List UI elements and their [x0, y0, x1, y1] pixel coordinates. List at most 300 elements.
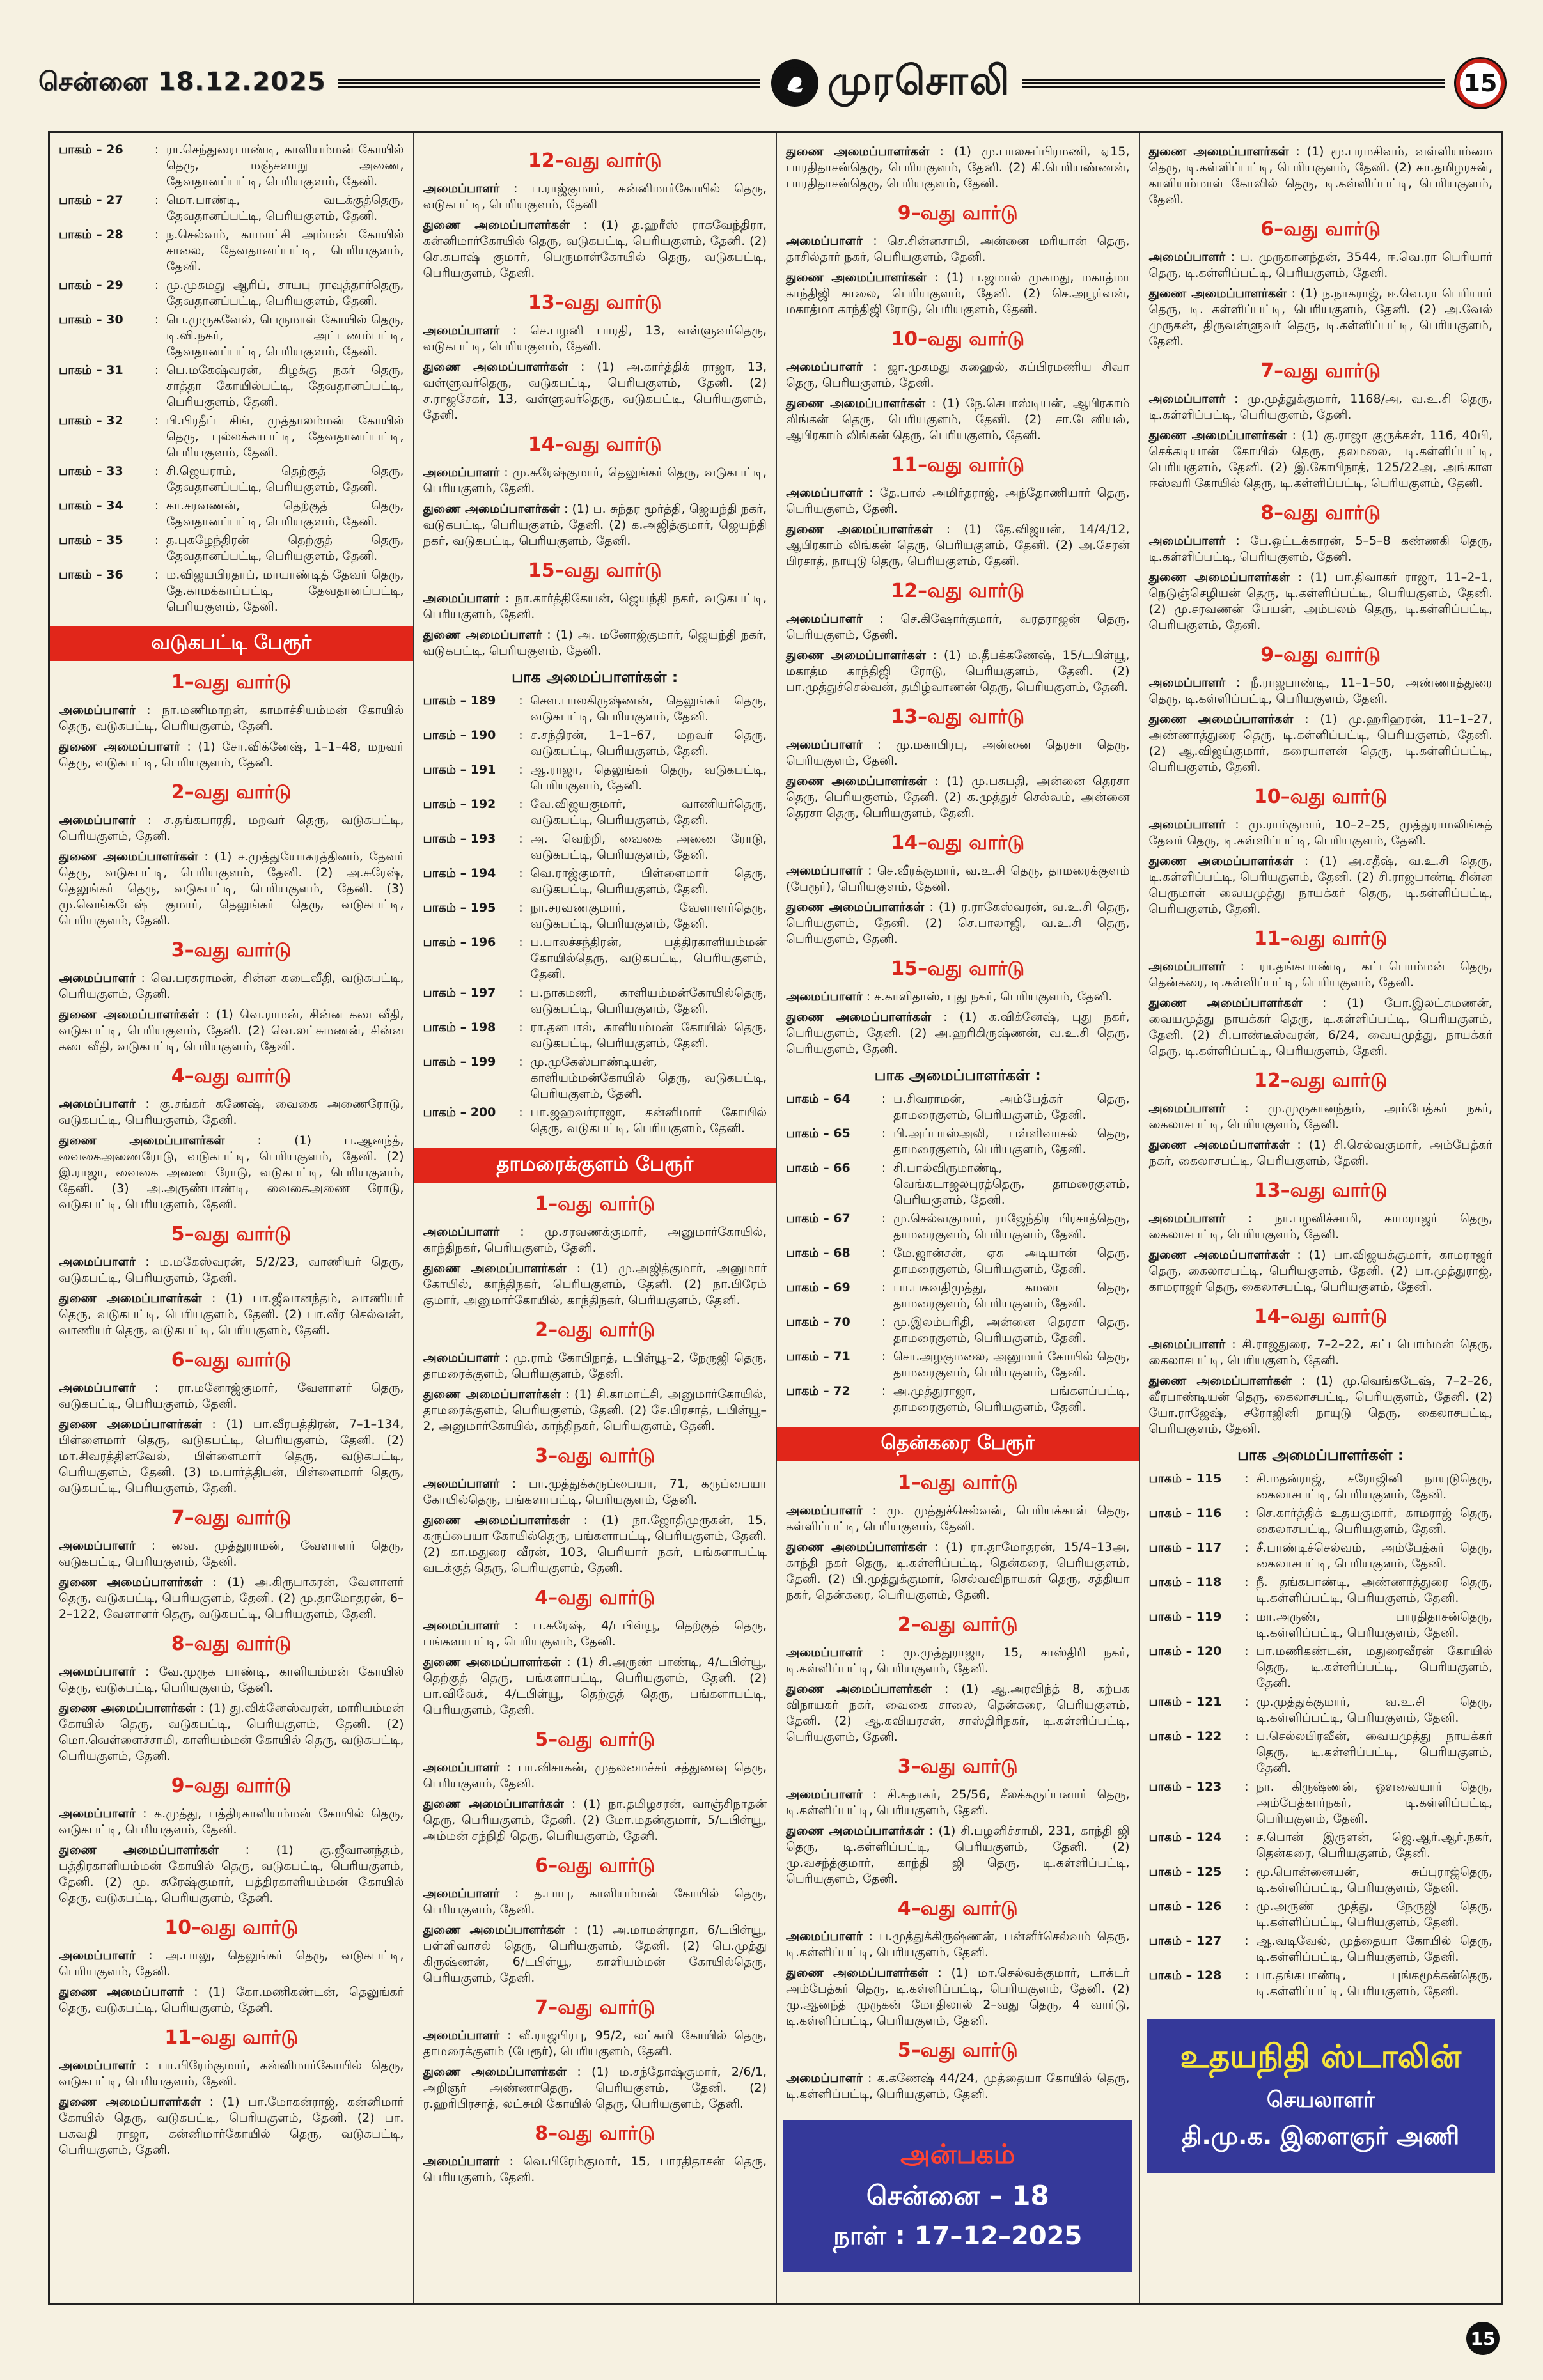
organizer-label: அமைப்பாளர் [786, 864, 863, 878]
part-colon: : [1244, 1472, 1249, 1486]
part-colon: : [154, 533, 159, 547]
organizer-paragraph: துணை அமைப்பாளர்கள் : (1) ர.ராகேஸ்வரன், வ.உ.சி தெரு, பெரியகுளம், தேனி. (2) செ.பாலாஜி, வ.உ.சி தெரு, பெரியகுளம், தேனி. [786, 900, 1130, 946]
part-number: பாகம் – 189 [423, 694, 496, 708]
part-text: ம.விஜயபிரதாப், மாயாண்டித் தேவர் தெரு, தே.காமக்காப்பட்டி, தேவதானப்பட்டி, பெரியகுளம், தேனி. [166, 568, 404, 614]
part-colon: : [1244, 1506, 1249, 1520]
organizer-paragraph: அமைப்பாளர் : ஜா.முகமது சுஹைல், சுப்பிரமணிய சிவா தெரு, பெரியகுளம், தேனி. [786, 360, 1130, 390]
ward-heading: 6–வது வார்டு [171, 1349, 292, 1371]
part-colon: : [881, 1246, 886, 1260]
ward-heading: 11–வது வார்டு [1253, 928, 1388, 950]
part-text: ரா.தனபால், காளியம்மன் கோயில் தெரு, வடுகபட்டி, பெரியகுளம், தேனி. [530, 1020, 767, 1050]
organizer-paragraph: அமைப்பாளர் : நா.மணிமாறன், காமாச்சியம்மன் கோயில் தெரு, வடுகபட்டி, பெரியகுளம், தேனி. [59, 703, 404, 733]
part-number: பாகம் – 194 [423, 866, 496, 880]
part-row [1149, 1864, 1493, 1896]
ward-heading: 10–வது வார்டு [164, 1917, 299, 1939]
ward-heading: 1–வது வார்டு [171, 671, 292, 694]
ward-heading: 8–வது வார்டு [171, 1633, 292, 1655]
part-colon: : [519, 797, 523, 811]
organizer-paragraph: துணை அமைப்பாளர்கள் : (1) மு.ஹரிஹரன், 11–1–27, அண்ணாத்துரை தெரு, டி.கள்ளிப்பட்டி, பெரியகுளம், தேனி. (2) ஆ.விஜய்குமார், கரையாளன் தெரு, டி.கள்ளிப்பட்டி, பெரியகுளம், தேனி. [1148, 712, 1492, 774]
part-number: பாகம் – 33 [59, 464, 123, 478]
organizer-label: அமைப்பாளர் [1148, 960, 1226, 974]
part-row [59, 498, 404, 530]
ward-heading: 1–வது வார்டு [897, 1472, 1018, 1494]
masthead [38, 45, 1505, 121]
ward-heading: 3–வது வார்டு [535, 1445, 655, 1467]
part-number: பாகம் – 64 [786, 1092, 850, 1106]
organizer-paragraph: அமைப்பாளர் : பா.முத்துக்கருப்பையா, 71, கருப்பையா கோயில்தெரு, பங்களாபட்டி, பெரியகுளம், தேனி. [423, 1477, 767, 1507]
organizer-label: துணை அமைப்பாளர்கள் [59, 1417, 202, 1431]
organizer-paragraph: அமைப்பாளர் : நீ.ராஜபாண்டி, 11–1–50, அண்ணாத்துரை தெரு, டி.கள்ளிப்பட்டி, பெரியகுளம், தேனி. [1148, 676, 1492, 706]
organizer-paragraph: துணை அமைப்பாளர் : (1) கோ.மணிகண்டன், தெலுங்கர் தெரு, வடுகபட்டி, பெரியகுளம், தேனி. [59, 1985, 404, 2015]
ward-heading: 4–வது வார்டு [897, 1897, 1018, 1920]
organizer-label: துணை அமைப்பாளர்கள் [786, 270, 927, 284]
organizer-paragraph: அமைப்பாளர் : மு.ராம் கோபிநாத், டபிள்யூ–2, நேருஜி தெரு, தாமரைக்குளம், பெரியகுளம், தேனி. [423, 1351, 767, 1381]
subsection-label: பாக அமைப்பாளர்கள் : [874, 1066, 1041, 1084]
organizer-paragraph: அமைப்பாளர் : ச.தங்கபாரதி, மறவர் தெரு, வடுகபட்டி, பெரியகுளம், தேனி. [59, 813, 404, 843]
signature-name: உதயநிதி ஸ்டாலின் [1180, 2038, 1462, 2075]
part-number: பாகம் – 31 [59, 363, 123, 377]
part-row [423, 1105, 767, 1137]
ward-heading: 5–வது வார்டு [535, 1729, 655, 1751]
organizer-paragraph: அமைப்பாளர் : மு.முத்துக்குமார், 1168/அ, வ.உ.சி தெரு, டி.கள்ளிப்பட்டி, பெரியகுளம், தேனி. [1148, 392, 1492, 422]
part-colon: : [1244, 1780, 1249, 1794]
organizer-label: துணை அமைப்பாளர்கள் [59, 1133, 225, 1147]
part-number: பாகம் – 30 [59, 313, 123, 327]
part-colon: : [154, 363, 159, 377]
organizer-paragraph: அமைப்பாளர் : வெ.பிரேம்குமார், 15, பாரதிதாசன் தெரு, பெரியகுளம், தேனி. [423, 2154, 767, 2184]
organizer-label: அமைப்பாளர் [786, 1645, 863, 1660]
organizer-paragraph: துணை அமைப்பாளர்கள் : (1) ம.சந்தோஷ்குமார், 2/6/1, அறிஞர் அண்ணாதெரு, பெரியகுளம், தேனி. (2) ர.ஹரிபிரசாத், லட்சுமி கோயில் தெரு, பெரியகுளம், தேனி. [423, 2065, 767, 2111]
part-colon: : [1244, 1695, 1249, 1709]
part-text: பெ.மகேஷ்வரன், கிழக்கு நகர் தெரு, சாத்தா கோயில்பட்டி, தேவதானப்பட்டி, பெரியகுளம், தேனி. [166, 363, 404, 409]
part-number: பாகம் – 119 [1148, 1610, 1222, 1624]
organizer-paragraph: அமைப்பாளர் : சி.ராஜதுரை, 7–2–22, கட்டபொம்மன் தெரு, கைலாசபட்டி, பெரியகுளம், தேனி. [1148, 1337, 1492, 1367]
organizer-paragraph: அமைப்பாளர் : மு.மகாபிரபு, அன்னை தெரசா தெரு, பெரியகுளம், தேனி. [786, 738, 1130, 768]
part-text: நா. கிருஷ்ணன், ஔவையார் தெரு, அம்பேத்கார்நகர், டி.கள்ளிப்பட்டி, பெரியகுளம், தேனி. [1256, 1780, 1492, 1826]
organizer-paragraph: துணை அமைப்பாளர்கள் : (1) மு.பசுபதி, அன்னை தெரசா தெரு, பெரியகுளம், தேனி. (2) க.முத்துச் செல்வம், அன்னை தெரசா தெரு, பெரியகுளம், தேனி. [786, 774, 1130, 820]
notice-city: சென்னை – 18 [866, 2180, 1049, 2211]
ward-heading: 2–வது வார்டு [897, 1614, 1018, 1636]
part-text: செ.கார்த்திக் உதயகுமார், காமராஜ் தெரு, கைலாசபட்டி, பெரியகுளம், தேனி. [1256, 1506, 1492, 1536]
organizer-label: துணை அமைப்பாளர்கள் [423, 502, 560, 516]
part-row [1149, 1968, 1493, 2000]
organizer-label: துணை அமைப்பாளர்கள் [423, 218, 570, 232]
part-text: ப.நாகமணி, காளியம்மன்கோயில்தெரு, வடுகபட்டி, பெரியகுளம், தேனி. [530, 986, 767, 1016]
ward-heading: 1–வது வார்டு [535, 1193, 655, 1215]
organizer-label: அமைப்பாளர் [423, 1225, 500, 1239]
organizer-paragraph: அமைப்பாளர் : செ.சின்னசாமி, அன்னை மரியான் தெரு, தாசில்தார் நகர், பெரியகுளம், தேனி. [786, 234, 1130, 264]
organizer-label: துணை அமைப்பாளர்கள் [786, 1010, 932, 1024]
ward-heading: 12–வது வார்டு [1253, 1069, 1388, 1092]
ward-heading: 14–வது வார்டு [528, 433, 662, 456]
organizer-label: துணை அமைப்பாளர்கள் [423, 2065, 567, 2079]
organizer-label: அமைப்பாளர் [423, 1351, 500, 1365]
part-text: கா.சரவணன், தெற்குத் தெரு, தேவதானப்பட்டி, பெரியகுளம், தேனி. [166, 499, 404, 529]
organizer-label: துணை அமைப்பாளர் [59, 1985, 184, 1999]
part-text: சி.ஜெயராம், தெற்குத் தெரு, தேவதானப்பட்டி, பெரியகுளம், தேனி. [166, 464, 404, 494]
organizer-paragraph: துணை அமைப்பாளர்கள் : (1) ஆ.அரவிந்த் 8, கற்பக விநாயகர் நகர், வைகை சாலை, தென்கரை, பெரியகுளம், தேனி. (2) ஆ.கவியரசன், சாஸ்திரிநகர், டி.கள்ளிப்பட்டி, பெரியகுளம், தேனி. [786, 1682, 1130, 1744]
part-number: பாகம் – 126 [1148, 1899, 1222, 1913]
organizer-paragraph: அமைப்பாளர் : ப.ராஜ்குமார், கன்னிமார்கோயில் தெரு, வடுகபட்டி, பெரியகுளம், தேனி [423, 182, 767, 212]
murasoli-emblem-icon [771, 59, 818, 107]
part-row [423, 727, 767, 759]
part-text: வெ.ராஜ்குமார், பிள்ளைமார் தெரு, வடுகபட்டி, பெரியகுளம், தேனி. [530, 866, 767, 896]
part-number: பாகம் – 26 [59, 143, 123, 157]
organizer-paragraph: அமைப்பாளர் : அ.பாலு, தெலுங்கர் தெரு, வடுகபட்டி, பெரியகுளம், தேனி. [59, 1948, 404, 1979]
part-row [1149, 1779, 1493, 1827]
part-colon: : [519, 1020, 523, 1034]
part-colon: : [154, 228, 159, 242]
ward-heading: 3–வது வார்டு [171, 939, 292, 961]
part-row [1149, 1830, 1493, 1862]
part-row [1149, 1899, 1493, 1931]
ward-heading: 12–வது வார்டு [891, 580, 1025, 602]
organizer-paragraph: அமைப்பாளர் : மு.சுரேஷ்குமார், தெலுங்கர் தெரு, வடுகபட்டி, பெரியகுளம், தேனி. [423, 465, 767, 495]
part-text: மு.முகேஸ்பாண்டியன், காளியம்மன்கோயில் தெரு, வடுகபட்டி, பெரியகுளம், தேனி. [530, 1055, 767, 1101]
organizer-label: அமைப்பாளர் [786, 1504, 863, 1518]
organizer-label: துணை அமைப்பாளர்கள் [1148, 286, 1287, 300]
part-text: பா.பகவதிமுத்து, கமலா தெரு, தாமரைகுளம், பெரியகுளம், தேனி. [893, 1280, 1130, 1311]
organizer-label: அமைப்பாளர் [786, 2071, 863, 2085]
organizer-paragraph: அமைப்பாளர் : வீ.ராஜபிரபு, 95/2, லட்சுமி கோயில் தெரு, தாமரைக்குளம் (பேரூர்), பெரியகுளம், தேனி. [423, 2028, 767, 2058]
part-number: பாகம் – 125 [1148, 1865, 1222, 1879]
paper-title: முரசொலி [827, 57, 1011, 104]
organizer-paragraph: துணை அமைப்பாளர்கள் : (1) சி.செல்வகுமார், அம்பேத்கர் நகர், கைலாசபட்டி, பெரியகுளம், தேனி. [1148, 1138, 1492, 1168]
ward-heading: 12–வது வார்டு [528, 150, 662, 172]
organizer-label: துணை அமைப்பாளர்கள் [786, 144, 930, 159]
part-number: பாகம் – 35 [59, 533, 123, 547]
part-text: ப.பாலச்சந்திரன், பத்திரகாளியம்மன் கோயில்தெரு, வடுகபட்டி, பெரியகுளம், தேனி. [530, 935, 767, 981]
organizer-paragraph: அமைப்பாளர் : ப.முத்துக்கிருஷ்ணன், பன்னீர்செல்வம் தெரு, டி.கள்ளிப்பட்டி, பெரியகுளம், தேனி. [786, 1929, 1130, 1959]
organizer-label: அமைப்பாளர் [423, 2154, 500, 2168]
ward-heading: 3–வது வார்டு [897, 1755, 1018, 1778]
organizer-paragraph: அமைப்பாளர் : நா.கார்த்திகேயன், ஜெயந்தி நகர், வடுகபட்டி, பெரியகுளம், தேனி. [423, 591, 767, 621]
organizer-label: துணை அமைப்பாளர்கள் [1148, 854, 1294, 868]
organizer-label: அமைப்பாளர் [59, 1665, 136, 1679]
organizer-label: அமைப்பாளர் [423, 465, 500, 479]
part-colon: : [519, 866, 523, 880]
organizer-paragraph: துணை அமைப்பாளர்கள் : (1) மு.வெங்கடேஷ், 7–2–26, வீரபாண்டியன் தெரு, கைலாசபட்டி, பெரியகுளம், தேனி. (2) யோ.ராஜேஷ், சரோஜினி நாயுடு தெரு, கைலாசபட்டி, பெரியகுளம், தேனி. [1148, 1374, 1492, 1436]
part-colon: : [1244, 1865, 1249, 1879]
organizer-paragraph: துணை அமைப்பாளர்கள் : (1) ப.ஆனந்த், வைகைஅணைரோடு, வடுகபட்டி, பெரியகுளம், தேனி. (2) இ.ராஜா, வைகை அணை ரோடு, வடுகபட்டி, பெரியகுளம், தேனி. (3) அ.அருண்பாண்டி, வைகைஅணை ரோடு, வடுகபட்டி, பெரியகுளம், தேனி. [59, 1133, 404, 1211]
organizer-paragraph: துணை அமைப்பாளர்கள் : (1) மு.பாலசுப்பிரமணி, ஏ15, பாரதிதாசன்தெரு, பெரியகுளம், தேனி. (2) கி.பெரியண்ணன், பாரதிதாசன்தெரு, பெரியகுளம், தேனி. [786, 144, 1130, 191]
page-number-top: 15 [1456, 59, 1505, 107]
organizer-paragraph: துணை அமைப்பாளர் : (1) சோ.விக்னேஷ், 1–1–48, மறவர் தெரு, வடுகபட்டி, பெரியகுளம், தேனி. [59, 740, 404, 770]
part-number: பாகம் – 197 [423, 986, 496, 1000]
part-text: ந.செல்வம், காமாட்சி அம்மன் கோயில் சாலை, தேவதானப்பட்டி, பெரியகுளம், தேனி. [166, 228, 404, 274]
part-text: சீ.பாண்டிச்செல்வம், அம்பேத்கர் தெரு, கைலாசபட்டி, பெரியகுளம், தேனி. [1256, 1541, 1492, 1571]
organizer-paragraph: துணை அமைப்பாளர்கள் : (1) பா.வீரபத்திரன், 7–1–134, பிள்ளைமார் தெரு, வடுகபட்டி, பெரியகுளம், தேனி. (2) மா.சிவரத்தினவேல், பிள்ளைமார் தெரு, வடுகபட்டி, பெரியகுளம், தேனி. (3) ம.பார்த்திபன், பிள்ளைமார் தெரு, வடுகபட்டி, பெரியகுளம், தேனி. [59, 1417, 404, 1495]
organizer-paragraph: துணை அமைப்பாளர்கள் : (1) க.விக்னேஷ், புது நகர், பெரியகுளம், தேனி. (2) அ.ஹரிகிருஷ்ணன், வ.உ.சி தெரு, பெரியகுளம், தேனி. [786, 1010, 1130, 1056]
organizer-label: துணை அமைப்பாளர்கள் [423, 360, 568, 374]
organizer-label: அமைப்பாளர் [59, 971, 136, 985]
organizer-paragraph: அமைப்பாளர் : பா.பிரேம்குமார், கன்னிமார்கோயில் தெரு, வடுகபட்டி, பெரியகுளம், தேனி. [59, 2058, 404, 2088]
part-number: பாகம் – 118 [1148, 1575, 1222, 1589]
organizer-label: துணை அமைப்பாளர்கள் [59, 2095, 201, 2109]
organizer-label: அமைப்பாளர் [786, 1787, 863, 1801]
ward-heading: 4–வது வார்டு [535, 1587, 655, 1609]
part-number: பாகம் – 71 [786, 1349, 850, 1364]
part-row [786, 1349, 1130, 1381]
organizer-label: அமைப்பாளர் [1148, 392, 1226, 406]
organizer-paragraph: துணை அமைப்பாளர்கள் : (1) த.ஹரீஸ் ராகவேந்திரா, கன்னிமார்கோயில் தெரு, வடுகபட்டி, பெரியகுளம், தேனி. (2) செ.சுபாஷ் குமார், பெருமாள்கோயில் தெரு, வடுகபட்டி, பெரியகுளம், தேனி. [423, 218, 767, 280]
ward-heading: 13–வது வார்டு [1253, 1179, 1388, 1202]
organizer-label: அமைப்பாளர் [423, 323, 500, 338]
organizer-label: அமைப்பாளர் [59, 1097, 136, 1111]
organizer-label: துணை அமைப்பாளர்கள் [786, 900, 925, 914]
organizer-label: அமைப்பாளர் [423, 2028, 500, 2042]
ward-heading: 11–வது வார்டு [891, 454, 1025, 476]
organizer-label: அமைப்பாளர் [59, 1381, 136, 1395]
organizer-label: துணை அமைப்பாளர்கள் [423, 1387, 561, 1401]
part-colon: : [1244, 1934, 1249, 1948]
organizer-paragraph: துணை அமைப்பாளர்கள் : (1) நே.செபாஸ்டியன், ஆபிரகாம் லிங்கன் தெரு, பெரியகுளம், தேனி. (2) சா.டேனியல், ஆபிரகாம் லிங்கன் தெரு, பெரியகுளம், தேனி. [786, 396, 1130, 442]
organizer-label: துணை அமைப்பாளர்கள் [786, 396, 926, 410]
part-text: மா.அருண், பாரதிதாசன்தெரு, டி.கள்ளிப்பட்டி, பெரியகுளம், தேனி. [1256, 1610, 1492, 1640]
organizer-paragraph: துணை அமைப்பாளர்கள் : (1) நா.தமிழசரன், வாஞ்சிநாதன் தெரு, பெரியகுளம், தேனி. (2) மோ.மதன்குமார், 5/டபிள்யூ, அம்மன் சந்நிதி தெரு, பெரியகுளம், தேனி. [423, 1797, 767, 1843]
part-row [423, 831, 767, 863]
organizer-label: துணை அமைப்பாளர்கள் [1148, 996, 1303, 1010]
part-row [59, 463, 404, 495]
ward-heading: 15–வது வார்டு [528, 559, 662, 582]
organizer-label: துணை அமைப்பாளர்கள் [59, 1701, 196, 1715]
organizer-label: துணை அமைப்பாளர்கள் [423, 1655, 561, 1669]
organizer-label: அமைப்பாளர் [59, 1948, 136, 1963]
part-text: அ.முத்துராஜா, பங்களப்பட்டி, தாமரைகுளம், பெரியகுளம், தேனி. [893, 1384, 1130, 1414]
part-text: பா.தங்கபாண்டி, புங்கமூக்கன்தெரு, டி.கள்ளிப்பட்டி, பெரியகுளம், தேனி. [1256, 1968, 1492, 1998]
part-number: பாகம் – 199 [423, 1055, 496, 1069]
organizer-label: துணை அமைப்பாளர்கள் [1148, 1138, 1290, 1152]
part-number: பாகம் – 115 [1148, 1472, 1222, 1486]
organizer-paragraph: அமைப்பாளர் : மு.முத்துராஜா, 15, சாஸ்திரி நகர், டி.கள்ளிப்பட்டி, பெரியகுளம், தேனி. [786, 1645, 1130, 1676]
organizer-label: அமைப்பாளர் [59, 1539, 136, 1553]
ward-heading: 2–வது வார்டு [171, 781, 292, 804]
organizer-paragraph: துணை அமைப்பாளர்கள் : (1) ச.முத்துயோகரத்தினம், தேவர் தெரு, வடுகபட்டி, பெரியகுளம், தேனி. (2) அ.சுரேஷ், தெலுங்கர் தெரு, வடுகபட்டி, பெரியகுளம், தேனி. (3) மு.வெங்கடேஷ் குமார், தெலுங்கர் தெரு, வடுகபட்டி, பெரியகுளம், தேனி. [59, 850, 404, 928]
part-row [1149, 1729, 1493, 1777]
organizer-paragraph: துணை அமைப்பாளர்கள் : (1) பா.மோகன்ராஜ், கன்னிமார் கோயில் தெரு, வடுகபட்டி, பெரியகுளம், தேனி. (2) பா. பகவதி ராஜா, கன்னிமார்கோயில் தெரு, வடுகபட்டி, பெரியகுளம், தேனி. [59, 2095, 404, 2157]
content-box [48, 131, 1503, 2305]
part-text: நா.சரவணகுமார், வேளாளர்தெரு, வடுகபட்டி, பெரியகுளம், தேனி. [530, 901, 767, 931]
ward-heading: 15–வது வார்டு [891, 958, 1025, 980]
organizer-label: துணை அமைப்பாளர்கள் [786, 1540, 927, 1554]
part-row [423, 797, 767, 828]
part-colon: : [519, 763, 523, 777]
organizer-label: அமைப்பாளர் [423, 1886, 500, 1901]
organizer-paragraph: துணை அமைப்பாளர்கள் : (1) அ.கிருபாகரன், வேளாளர் தெரு, வடுகபட்டி, பெரியகுளம், தேனி. (2) மு.தாமோதரன், 6–2–122, வேளாளர் தெரு, வடுகபட்டி, பெரியகுளம், தேனி. [59, 1575, 404, 1621]
part-number: பாகம் – 128 [1148, 1968, 1222, 1982]
page-number-bottom: 15 [1466, 2322, 1500, 2355]
organizer-label: துணை அமைப்பாளர் [59, 740, 180, 754]
part-number: பாகம் – 123 [1148, 1780, 1222, 1794]
part-number: பாகம் – 195 [423, 901, 496, 915]
organizer-paragraph: துணை அமைப்பாளர்கள் : (1) கு.ஜீவானந்தம், பத்திரகாளியம்மன் கோயில் தெரு, வடுகபட்டி, பெரியகுளம், தேனி. (2) மு. சுரேஷ்குமார், பத்திரகாளியம்மன் கோயில் தெரு, வடுகபட்டி, பெரியகுளம், தேனி. [59, 1843, 404, 1905]
part-number: பாகம் – 69 [786, 1280, 850, 1295]
part-number: பாகம் – 190 [423, 728, 496, 742]
part-text: ப.சிவராமன், அம்பேத்கர் தெரு, தாமரைகுளம், பெரியகுளம், தேனி. [893, 1092, 1130, 1122]
organizer-paragraph: அமைப்பாளர் : ச.காளிதாஸ், புது நகர், பெரியகுளம், தேனி. [786, 990, 1113, 1004]
organizer-label: துணை அமைப்பாளர்கள் [59, 1843, 219, 1857]
organizer-label: துணை அமைப்பாளர்கள் [423, 1797, 564, 1811]
part-colon: : [1244, 1830, 1249, 1844]
part-row [59, 567, 404, 615]
part-row [59, 312, 404, 360]
subsection-label: பாக அமைப்பாளர்கள் : [512, 668, 678, 686]
organizer-paragraph: அமைப்பாளர் : ரா.தங்கபாண்டி, கட்டபொம்மன் தெரு, தென்கரை, டி.கள்ளிப்பட்டி, பெரியகுளம், தேனி. [1148, 960, 1492, 990]
part-colon: : [154, 464, 159, 478]
column-2 [413, 133, 776, 2303]
part-row [786, 1160, 1130, 1208]
organizer-label: அமைப்பாளர் [1148, 250, 1226, 264]
part-row [786, 1280, 1130, 1312]
part-number: பாகம் – 34 [59, 499, 123, 513]
organizer-label: துணை அமைப்பாளர்கள் [1148, 1374, 1292, 1388]
organizer-paragraph: துணை அமைப்பாளர்கள் : (1) கு.ராஜா குருக்கள், 116, 40பி, செக்கடியான் கோயில் தெரு, தலமலை, டி.கள்ளிப்பட்டி, பெரியகுளம், தேனி. (2) இ.கோபிநாத், 125/22அ, அங்காள ஈஸ்வரி கோயில் தெரு, டி.கள்ளிப்பட்டி, பெரியகுளம், தேனி. [1148, 428, 1492, 490]
column-1 [50, 133, 413, 2303]
organizer-label: துணை அமைப்பாளர்கள் [423, 1513, 570, 1527]
organizer-label: அமைப்பாளர் [786, 990, 863, 1004]
part-row [786, 1211, 1130, 1243]
organizer-paragraph: அமைப்பாளர் : க.முத்து, பத்திரகாளியம்மன் கோயில் தெரு, வடுகபட்டி, பெரியகுளம், தேனி. [59, 1807, 404, 1837]
organizer-paragraph: அமைப்பாளர் : வே.முருக பாண்டி, காளியம்மன் கோயில் தெரு, வடுகபட்டி, பெரியகுளம், தேனி. [59, 1665, 404, 1695]
part-row [59, 277, 404, 309]
organizer-label: அமைப்பாளர் [786, 234, 863, 248]
organizer-paragraph: அமைப்பாளர் : க.கணேஷ் 44/24, முத்தையா கோயில் தெரு, டி.கள்ளிப்பட்டி, பெரியகுளம், தேனி. [786, 2071, 1130, 2101]
organizer-paragraph: துணை அமைப்பாளர்கள் : (1) ந.நாகராஜ், ஈ.வெ.ரா பெரியார் தெரு, டி. கள்ளிப்பட்டி, பெரியகுளம், தேனி. (2) அ.வேல் முருகன், திருவள்ளுவர் தெரு, டி.கள்ளிப்பட்டி, பெரியகுளம், தேனி. [1148, 286, 1492, 348]
part-colon: : [154, 193, 159, 207]
part-text: செள.பாலகிருஷ்ணன், தெலுங்கர் தெரு, வடுகபட்டி, பெரியகுளம், தேனி. [530, 694, 767, 724]
part-colon: : [519, 935, 523, 949]
signature-role: செயலாளர் [1266, 2087, 1375, 2113]
part-colon: : [519, 694, 523, 708]
part-number: பாகம் – 193 [423, 832, 496, 846]
part-number: பாகம் – 28 [59, 228, 123, 242]
organizer-label: துணை அமைப்பாளர்கள் [1148, 428, 1287, 442]
part-colon: : [881, 1280, 886, 1295]
part-colon: : [881, 1349, 886, 1364]
organizer-label: துணை அமைப்பாளர்கள் [1148, 712, 1294, 726]
part-colon: : [1244, 1729, 1249, 1743]
part-colon: : [881, 1211, 886, 1225]
part-number: பாகம் – 124 [1148, 1830, 1222, 1844]
part-row [1149, 1644, 1493, 1692]
organizer-label: அமைப்பாளர் [1148, 1337, 1226, 1351]
organizer-paragraph: அமைப்பாளர் : தே.பால் அமிர்தராஜ், அந்தோணியார் தெரு, பெரியகுளம், தேனி. [786, 486, 1130, 516]
part-number: பாகம் – 66 [786, 1161, 850, 1175]
part-text: மொ.பாண்டி, வடக்குத்தெரு, தேவதானப்பட்டி, பெரியகுளம், தேனி. [166, 193, 404, 223]
organizer-paragraph: துணை அமைப்பாளர்கள் : (1) ப. சுந்தர மூர்த்தி, ஜெயந்தி நகர், வடுகபட்டி, பெரியகுளம், தேனி. (2) க.அஜித்குமார், ஜெயந்தி நகர், வடுகபட்டி, பெரியகுளம், தேனி. [423, 502, 767, 548]
part-text: சி.மதன்ராஜ், சரோஜினி நாயுடுதெரு, கைலாசபட்டி, பெரியகுளம், தேனி. [1256, 1472, 1492, 1502]
masthead-rule-right [1022, 79, 1445, 88]
organizer-paragraph: துணை அமைப்பாளர்கள் : (1) நா.ஜோதிமுருகன், 15, கருப்பையா கோயில்தெரு, பங்களாபட்டி, பெரியகுளம், தேனி. (2) கா.மதுரை வீரன், 103, பெரியார் நகர், பங்களாபட்டி வடக்குத் தெரு, பெரியகுளம், தேனி. [423, 1513, 767, 1575]
part-number: பாகம் – 127 [1148, 1934, 1222, 1948]
organizer-label: அமைப்பாளர் [423, 1619, 500, 1633]
part-text: பெ.முருகவேல், பெருமாள் கோயில் தெரு, டி.வி.நகர், அட்டணம்பட்டி, தேவதானப்பட்டி, பெரியகுளம், தேனி. [166, 313, 404, 359]
part-colon: : [1244, 1610, 1249, 1624]
ward-heading: 9–வது வார்டு [897, 202, 1018, 224]
organizer-paragraph: துணை அமைப்பாளர்கள் : (1) அ.சதீஷ், வ.உ.சி தெரு, டி.கள்ளிப்பட்டி, பெரியகுளம், தேனி. (2) சி.ராஜபாண்டி சின்ன பெருமாள் வையமுத்து நாயக்கர் தெரு, டி.கள்ளிப்பட்டி, பெரியகுளம், தேனி. [1148, 854, 1492, 916]
organizer-label: அமைப்பாளர் [423, 1477, 500, 1491]
part-row [786, 1091, 1130, 1123]
part-text: ஆ.ராஜா, தெலுங்கர் தெரு, வடுகபட்டி, பெரியகுளம், தேனி. [530, 763, 767, 793]
part-number: பாகம் – 196 [423, 935, 496, 949]
part-colon: : [154, 414, 159, 428]
part-number: பாகம் – 29 [59, 278, 123, 292]
organizer-paragraph: துணை அமைப்பாளர்கள் : (1) மா.செல்வக்குமார், டாக்டர் அம்பேத்கர் தெரு, டி.கள்ளிப்பட்டி, பெரியகுளம், தேனி. (2) மு.ஆனந்த் முருகன் மோதிலால் 2–வது தெரு, 4 வார்டு, டி.கள்ளிப்பட்டி, பெரியகுளம், தேனி. [786, 1966, 1130, 2028]
organizer-paragraph: துணை அமைப்பாளர்கள் : (1) ரா.தாமோதரன், 15/4–13அ, காந்தி நகர் தெரு, டி.கள்ளிப்பட்டி, தென்கரை, பெரியகுளம், தேனி. (2) பி.முத்துக்குமார், செல்வவிநாயகர் தெரு, சத்தியா நகர், தென்கரை, பெரியகுளம், தேனி. [786, 1540, 1130, 1602]
part-text: பி.பிரதீப் சிங், முத்தாலம்மன் கோயில் தெரு, புல்லக்காபட்டி, தேவதானப்பட்டி, பெரியகுளம், தேனி. [166, 414, 404, 460]
part-text: ச.சந்திரன், 1–1–67, மறவர் தெரு, வடுகபட்டி, பெரியகுளம், தேனி. [530, 728, 767, 758]
part-colon: : [154, 313, 159, 327]
ward-heading: 7–வது வார்டு [1260, 360, 1381, 382]
part-row [1149, 1505, 1493, 1537]
organizer-label: அமைப்பாளர் [1148, 1211, 1226, 1225]
organizer-paragraph: அமைப்பாளர் : செ.கிஷோர்குமார், வரதராஜன் தெரு, பெரியகுளம், தேனி. [786, 612, 1130, 642]
organizer-paragraph: துணை அமைப்பாளர் : (1) அ. மனோஜ்குமார், ஜெயந்தி நகர், வடுகபட்டி, பெரியகுளம், தேனி. [423, 628, 767, 658]
part-row [423, 1054, 767, 1102]
signature-box [1147, 2019, 1496, 2173]
part-number: பாகம் – 67 [786, 1211, 850, 1225]
organizer-paragraph: துணை அமைப்பாளர்கள் : (1) போ.இலட்சுமணன், வையமுத்து நாயக்கர் தெரு, டி.கள்ளிப்பட்டி, பெரியகுளம், தேனி. (2) சி.பாண்டீஸ்வரன், 6/24, வையமுத்து, நாயக்கர் தெரு, டி.கள்ளிப்பட்டி, பெரியகுளம், தேனி. [1148, 996, 1492, 1058]
organizer-paragraph: துணை அமைப்பாளர்கள் : (1) அ.மாமன்ராதா, 6/டபிள்யூ, பள்ளிவாசல் தெரு, பெரியகுளம், தேனி. (2) பெ.முத்து கிருஷ்ணன், 6/டபிள்யூ, காளியம்மன் கோயில்தெரு, பெரியகுளம், தேனி. [423, 1923, 767, 1985]
part-colon: : [881, 1315, 886, 1329]
organizer-paragraph: துணை அமைப்பாளர்கள் : (1) ப.ஜமால் முகமது, மகாத்மா காந்திஜி சாலை, பெரியகுளம், தேனி. (2) செ.அபூர்வன், மகாத்மா காந்திஜி ரோடு, பெரியகுளம், தேனி. [786, 270, 1130, 316]
organizer-label: அமைப்பாளர் [59, 2058, 136, 2073]
part-colon: : [1244, 1899, 1249, 1913]
part-row [423, 693, 767, 725]
organizer-label: துணை அமைப்பாளர்கள் [59, 1291, 202, 1305]
part-colon: : [154, 499, 159, 513]
ward-heading: 2–வது வார்டு [535, 1319, 655, 1341]
part-row [423, 866, 767, 898]
organizer-paragraph: அமைப்பாளர் : மு.ராம்குமார், 10–2–25, முத்துராமலிங்கத் தேவர் தெரு, டி.கள்ளிப்பட்டி, பெரியகுளம், தேனி. [1148, 818, 1492, 848]
notice-office-name: அன்பகம் [900, 2138, 1015, 2170]
organizer-label: துணை அமைப்பாளர்கள் [423, 1923, 565, 1937]
part-number: பாகம் – 68 [786, 1246, 850, 1260]
part-row [59, 413, 404, 461]
organizer-label: துணை அமைப்பாளர்கள் [59, 1007, 199, 1022]
part-row [1149, 1471, 1493, 1503]
organizer-label: துணை அமைப்பாளர்கள் [786, 1966, 928, 1980]
part-row [59, 142, 404, 190]
organizer-paragraph: அமைப்பாளர் : பே.ஒட்டக்காரன், 5–5–8 கண்ணகி தெரு, டி.கள்ளிப்பட்டி, பெரியகுளம், தேனி. [1148, 534, 1492, 564]
part-row [786, 1126, 1130, 1158]
part-text: பி.அப்பாஸ்அலி, பள்ளிவாசல் தெரு, தாமரைகுளம், பெரியகுளம், தேனி. [893, 1126, 1130, 1156]
part-colon: : [519, 832, 523, 846]
organizer-label: அமைப்பாளர் [786, 1929, 863, 1943]
part-text: அ. வெற்றி, வைகை அணை ரோடு, வடுகபட்டி, பெரியகுளம், தேனி. [530, 832, 767, 862]
organizer-paragraph: அமைப்பாளர் : செ.வீரக்குமார், வ.உ.சி தெரு, தாமரைக்குளம் (பேரூர்), பெரியகுளம், தேனி. [786, 864, 1130, 894]
part-colon: : [519, 901, 523, 915]
part-number: பாகம் – 200 [423, 1105, 496, 1119]
signature-org: தி.மு.க. இளைஞர் அணி [1182, 2122, 1460, 2150]
dateline: சென்னை 18.12.2025 [38, 66, 326, 97]
ward-heading: 11–வது வார்டு [164, 2026, 299, 2049]
part-number: பாகம் – 198 [423, 1020, 496, 1034]
organizer-paragraph: துணை அமைப்பாளர்கள் : (1) சி.அருண் பாண்டி, 4/டபிள்யூ, தெற்குத் தெரு, பங்களாபட்டி, பெரியகுளம், தேனி. (2) பா.விவேக், 4/டபிள்யூ, தெற்குத் தெரு, பங்களாபட்டி, பெரியகுளம், தேனி. [423, 1655, 767, 1717]
part-colon: : [1244, 1541, 1249, 1555]
ward-heading: 7–வது வார்டு [535, 1996, 655, 2019]
part-number: பாகம் – 117 [1148, 1541, 1222, 1555]
part-number: பாகம் – 121 [1148, 1695, 1222, 1709]
part-colon: : [519, 986, 523, 1000]
organizer-paragraph: அமைப்பாளர் : வை. முத்துராமன், வேளாளர் தெரு, வடுகபட்டி, பெரியகுளம், தேனி. [59, 1539, 404, 1569]
part-text: மு.முகமது ஆரிப், சாயபு ராவுத்தார்தெரு, தேவதானப்பட்டி, பெரியகுளம், தேனி. [166, 278, 404, 308]
part-colon: : [881, 1126, 886, 1140]
part-row [59, 192, 404, 224]
masthead-logo-title [771, 57, 1011, 109]
ward-heading: 13–வது வார்டு [891, 706, 1025, 728]
ward-heading: 14–வது வார்டு [891, 832, 1025, 854]
